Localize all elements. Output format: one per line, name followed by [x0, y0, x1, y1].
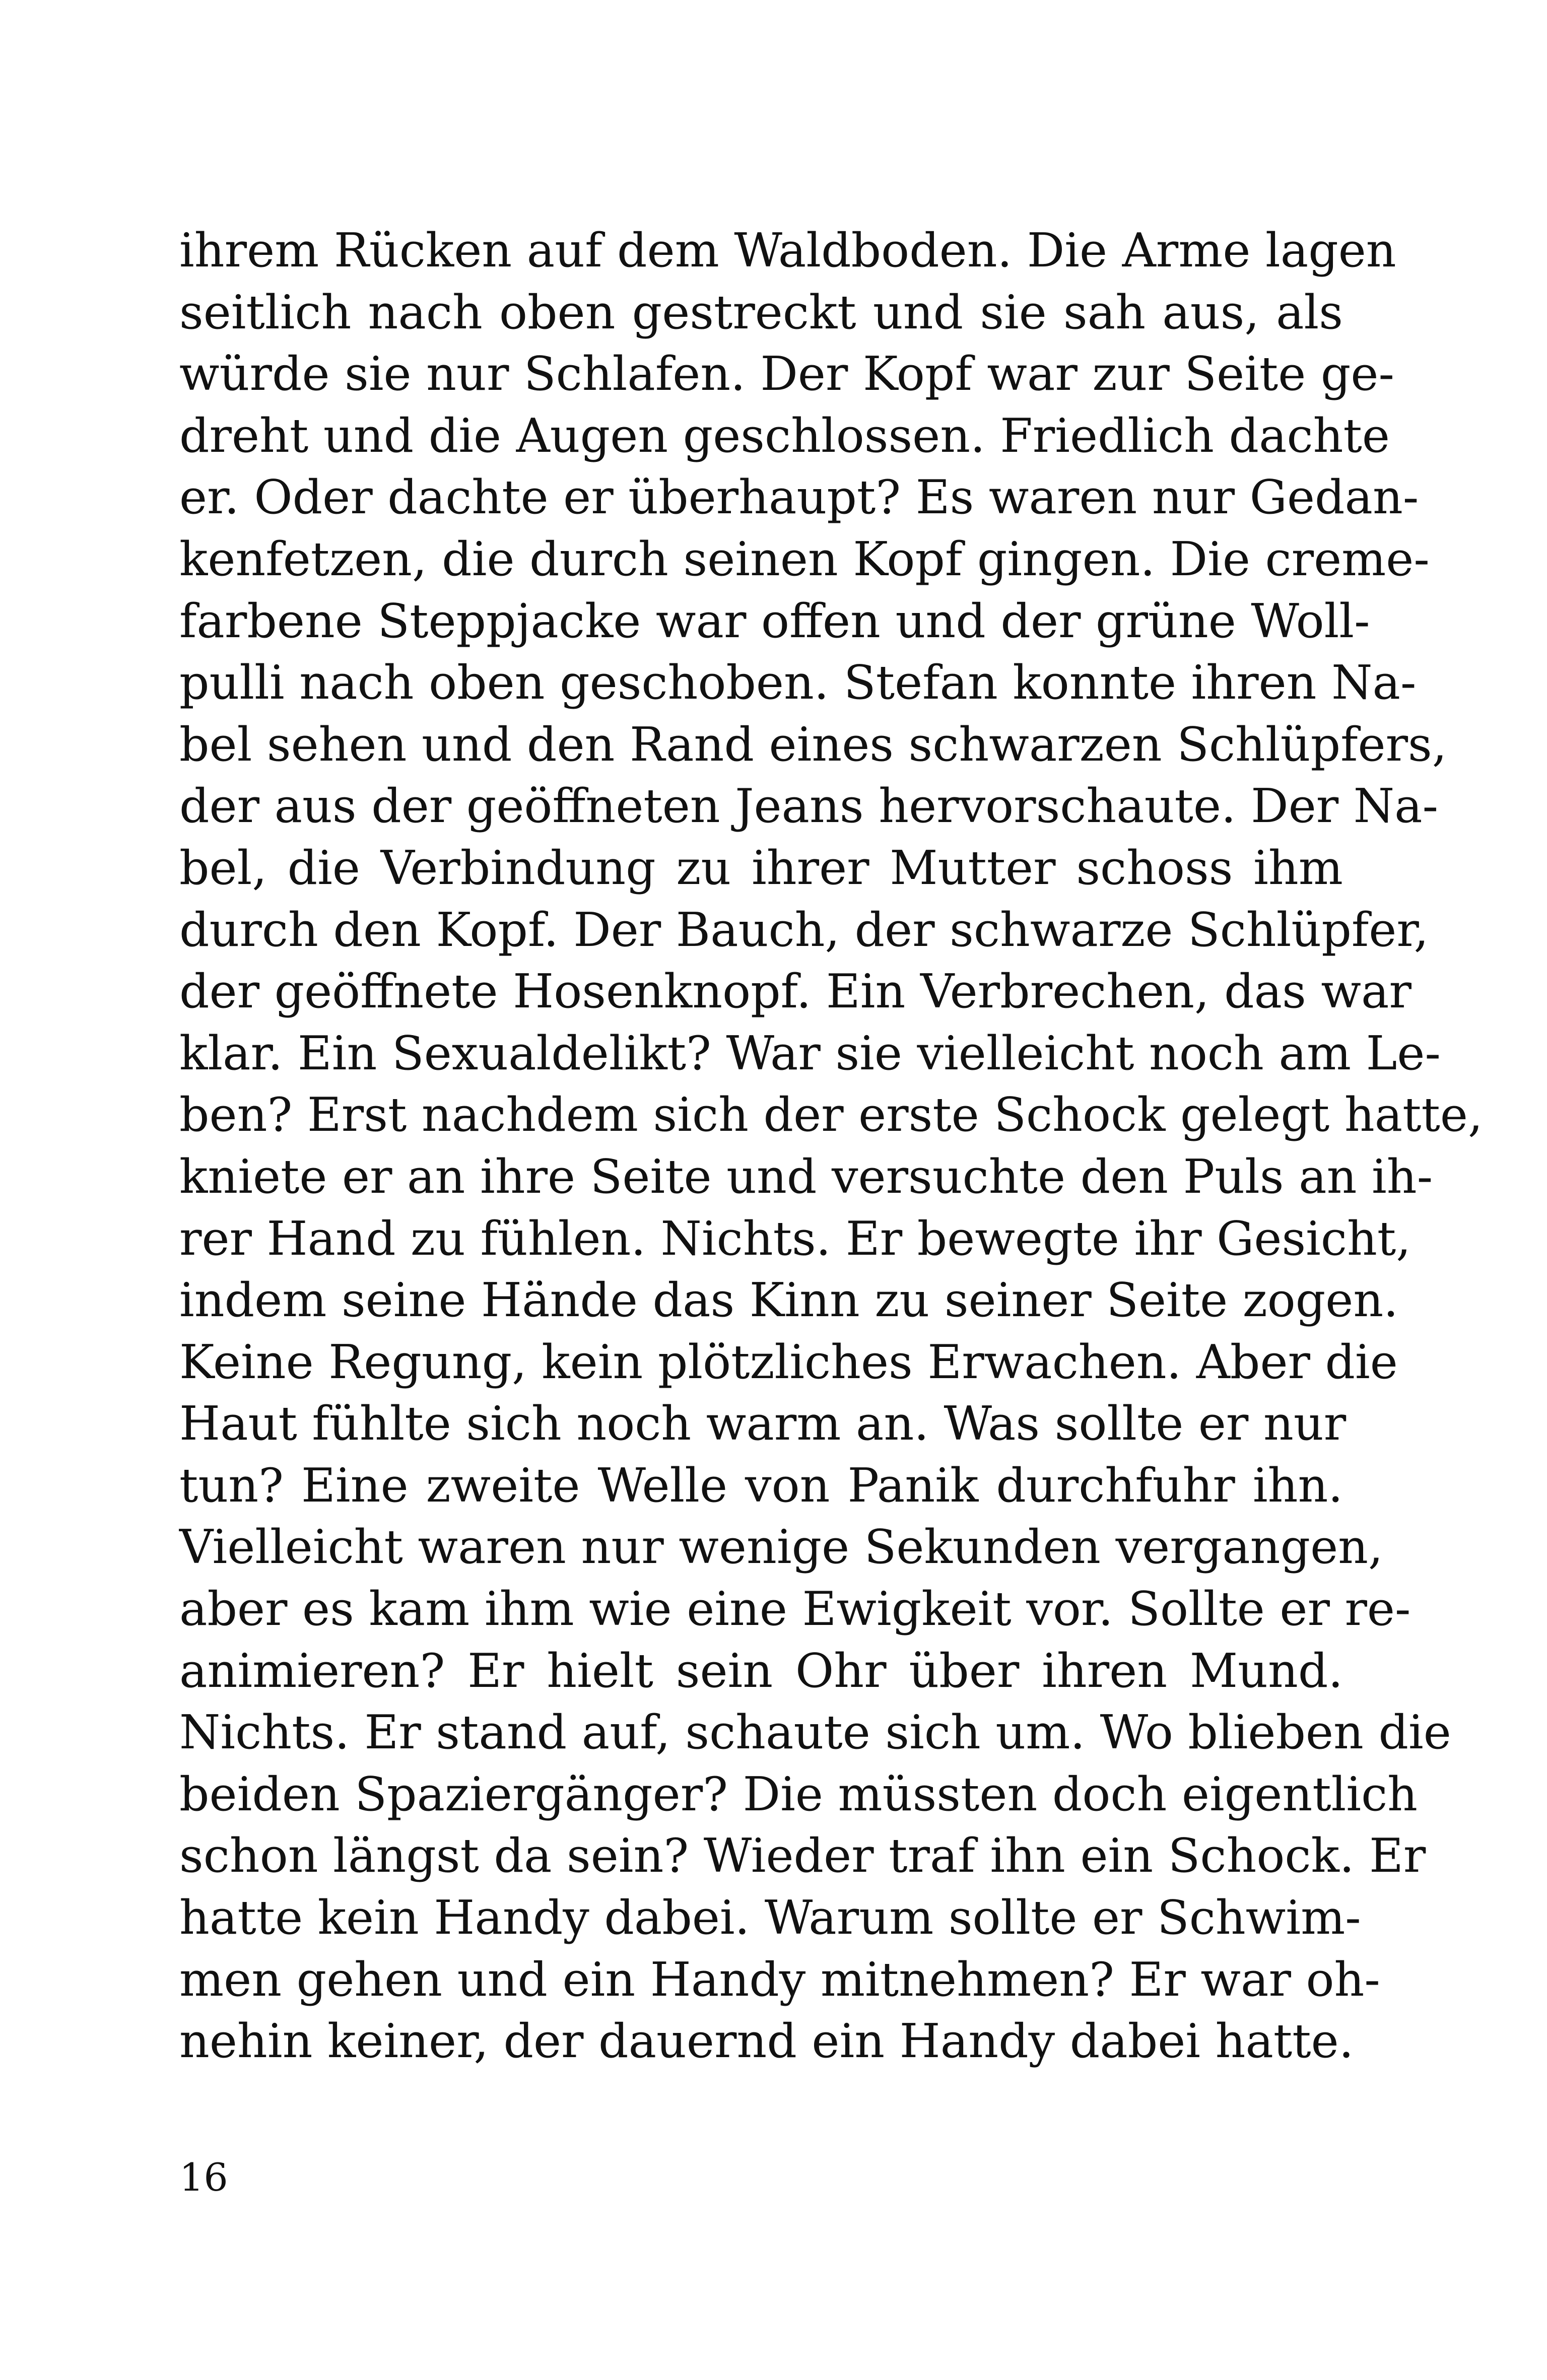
- text-line: men gehen und ein Handy mitnehmen? Er war oh-: [179, 1952, 1380, 2007]
- text-line: Vielleicht waren nur wenige Sekunden vergangen,: [179, 1520, 1383, 1575]
- text-line: bel sehen und den Rand eines schwarzen Schlüpfers,: [179, 717, 1447, 772]
- text-line: indem seine Hände das Kinn zu seiner Seite zogen.: [179, 1273, 1398, 1328]
- text-line: beiden Spaziergänger? Die müssten doch eigentlich: [179, 1766, 1418, 1821]
- text-line: der geöffnete Hosenknopf. Ein Verbrechen, das war: [179, 964, 1411, 1019]
- text-line: würde sie nur Schlafen. Der Kopf war zur Seite ge-: [179, 347, 1394, 401]
- text-line: dreht und die Augen geschlossen. Friedlich dachte: [179, 408, 1390, 463]
- text-line: bel, die Verbindung zu ihrer Mutter schoss ihm: [179, 840, 1343, 895]
- text-line: Keine Regung, kein plötzliches Erwachen. Aber die: [179, 1334, 1398, 1389]
- text-line: seitlich nach oben gestreckt und sie sah aus, als: [179, 285, 1343, 339]
- page-number: 16: [179, 2155, 228, 2200]
- text-line: ben? Erst nachdem sich der erste Schock gelegt hatte,: [179, 1087, 1483, 1142]
- text-line: animieren? Er hielt sein Ohr über ihren Mund.: [179, 1643, 1343, 1698]
- text-line: klar. Ein Sexualdelikt? War sie vielleicht noch am Le-: [179, 1026, 1441, 1080]
- text-line: Nichts. Er stand auf, schaute sich um. Wo blieben die: [179, 1705, 1451, 1760]
- text-line: er. Oder dachte er überhaupt? Es waren nur Gedan-: [179, 470, 1419, 525]
- text-line: kenfetzen, die durch seinen Kopf gingen. Die creme-: [179, 531, 1430, 586]
- text-line: kniete er an ihre Seite und versuchte den Puls an ih-: [179, 1149, 1433, 1204]
- text-line: farbene Steppjacke war offen und der grüne Woll-: [179, 593, 1370, 648]
- text-line: ihrem Rücken auf dem Waldboden. Die Arme lagen: [179, 223, 1396, 278]
- text-line: hatte kein Handy dabei. Warum sollte er Schwim-: [179, 1890, 1361, 1945]
- text-line: schon längst da sein? Wieder traf ihn ein Schock. Er: [179, 1828, 1426, 1883]
- text-line: pulli nach oben geschoben. Stefan konnte ihren Na-: [179, 655, 1417, 710]
- text-line: Haut fühlte sich noch warm an. Was sollte er nur: [179, 1396, 1347, 1451]
- text-line: rer Hand zu fühlen. Nichts. Er bewegte ihr Gesicht,: [179, 1211, 1411, 1266]
- text-line: nehin keiner, der dauernd ein Handy dabei hatte.: [179, 2014, 1354, 2069]
- text-line: tun? Eine zweite Welle von Panik durchfuhr ihn.: [179, 1458, 1343, 1513]
- text-line: der aus der geöffneten Jeans hervorschaute. Der Na-: [179, 779, 1439, 834]
- text-line: aber es kam ihm wie eine Ewigkeit vor. Sollte er re-: [179, 1582, 1411, 1637]
- body-text: [179, 220, 1483, 2072]
- text-line: durch den Kopf. Der Bauch, der schwarze Schlüpfer,: [179, 902, 1429, 957]
